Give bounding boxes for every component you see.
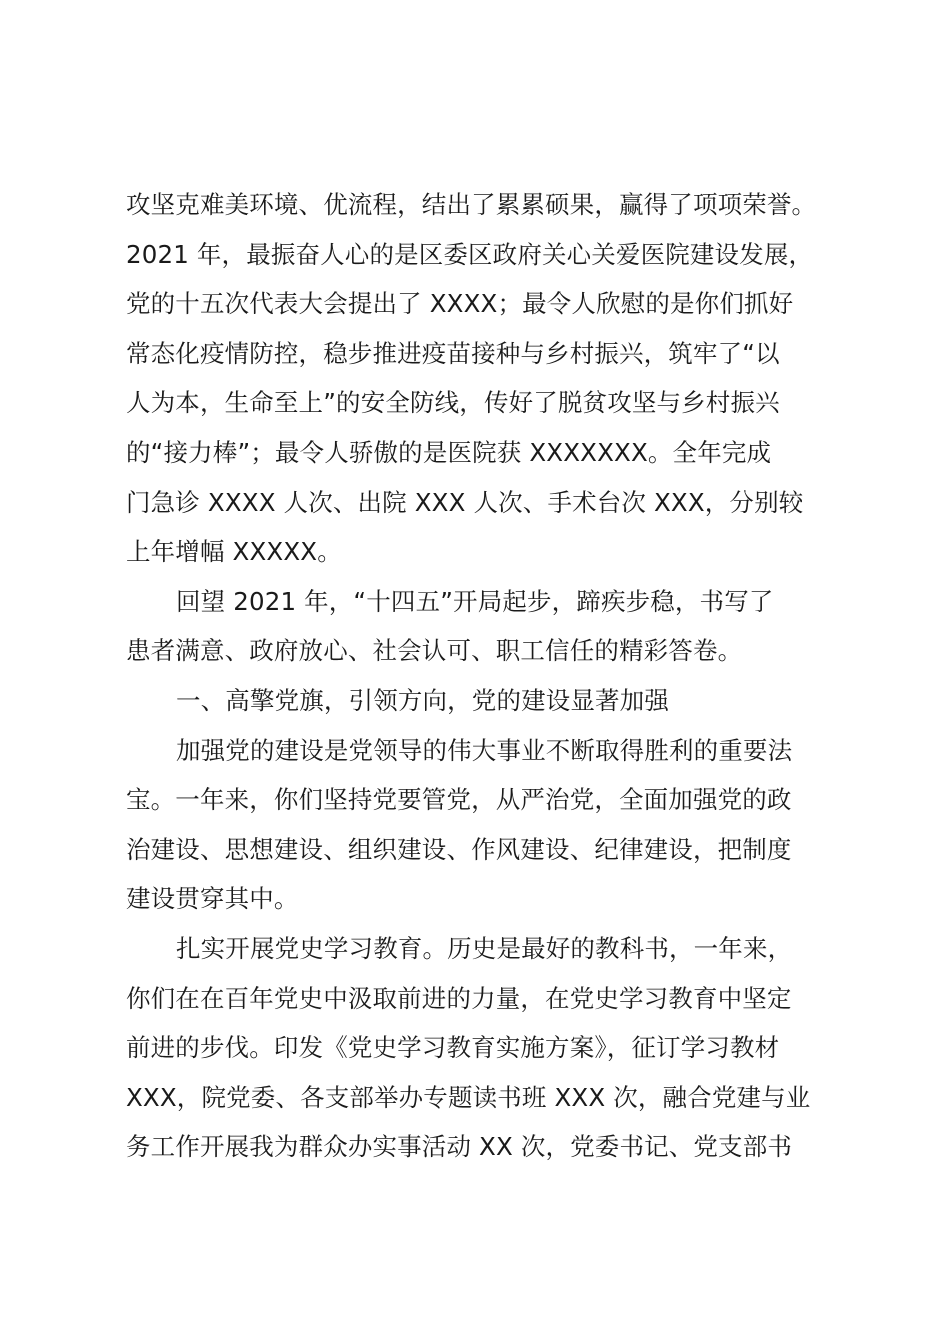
text-line: 攻坚克难美环境、优流程，结出了累累硕果，赢得了项项荣誉。 bbox=[126, 190, 817, 219]
text-line: 前进的步伐。印发《党史学习教育实施方案》，征订学习教材 bbox=[126, 1033, 780, 1063]
text-line: 上年增幅 XXXXX。 bbox=[126, 537, 342, 567]
text-line: 2021 年，最振奋人心的是区委区政府关心关爱医院建设发展， bbox=[126, 239, 814, 269]
text-line: 务工作开展我为群众办实事活动 XX 次，党委书记、党支部书 bbox=[126, 1132, 792, 1162]
text-line: 常态化疫情防控，稳步推进疫苗接种与乡村振兴，筑牢了“以 bbox=[126, 338, 780, 368]
text-line: 建设贯穿其中。 bbox=[126, 884, 299, 914]
section-heading: 一、高擎党旗，引领方向，党的建设显著加强 bbox=[176, 685, 669, 715]
document-body bbox=[126, 180, 856, 1172]
text-line: 治建设、思想建设、组织建设、作风建设、纪律建设，把制度 bbox=[126, 834, 792, 864]
text-line: 党的十五次代表大会提出了 XXXX；最令人欣慰的是你们抓好 bbox=[126, 289, 794, 319]
text-line: 宝。一年来，你们坚持党要管党，从严治党，全面加强党的政 bbox=[126, 785, 792, 815]
text-line: 你们在在百年党史中汲取前进的力量，在党史学习教育中坚定 bbox=[126, 983, 792, 1013]
text-line: 的“接力棒”；最令人骄傲的是医院获 XXXXXXX。全年完成 bbox=[126, 437, 772, 467]
text-line: 门急诊 XXXX 人次、出院 XXX 人次、手术台次 XXX，分别较 bbox=[126, 487, 804, 517]
text-line: 人为本，生命至上”的安全防线，传好了脱贫攻坚与乡村振兴 bbox=[126, 388, 780, 418]
paragraph-start-line: 扎实开展党史学习教育。历史是最好的教科书，一年来， bbox=[176, 933, 793, 963]
paragraph-start-line: 加强党的建设是党领导的伟大事业不断取得胜利的重要法 bbox=[176, 735, 793, 765]
paragraph-start-line: 回望 2021 年，“十四五”开局起步，蹄疾步稳，书写了 bbox=[176, 586, 774, 616]
text-line: 患者满意、政府放心、社会认可、职工信任的精彩答卷。 bbox=[126, 636, 743, 666]
text-line: XXX，院党委、各支部举办专题读书班 XXX 次，融合党建与业 bbox=[126, 1082, 811, 1112]
